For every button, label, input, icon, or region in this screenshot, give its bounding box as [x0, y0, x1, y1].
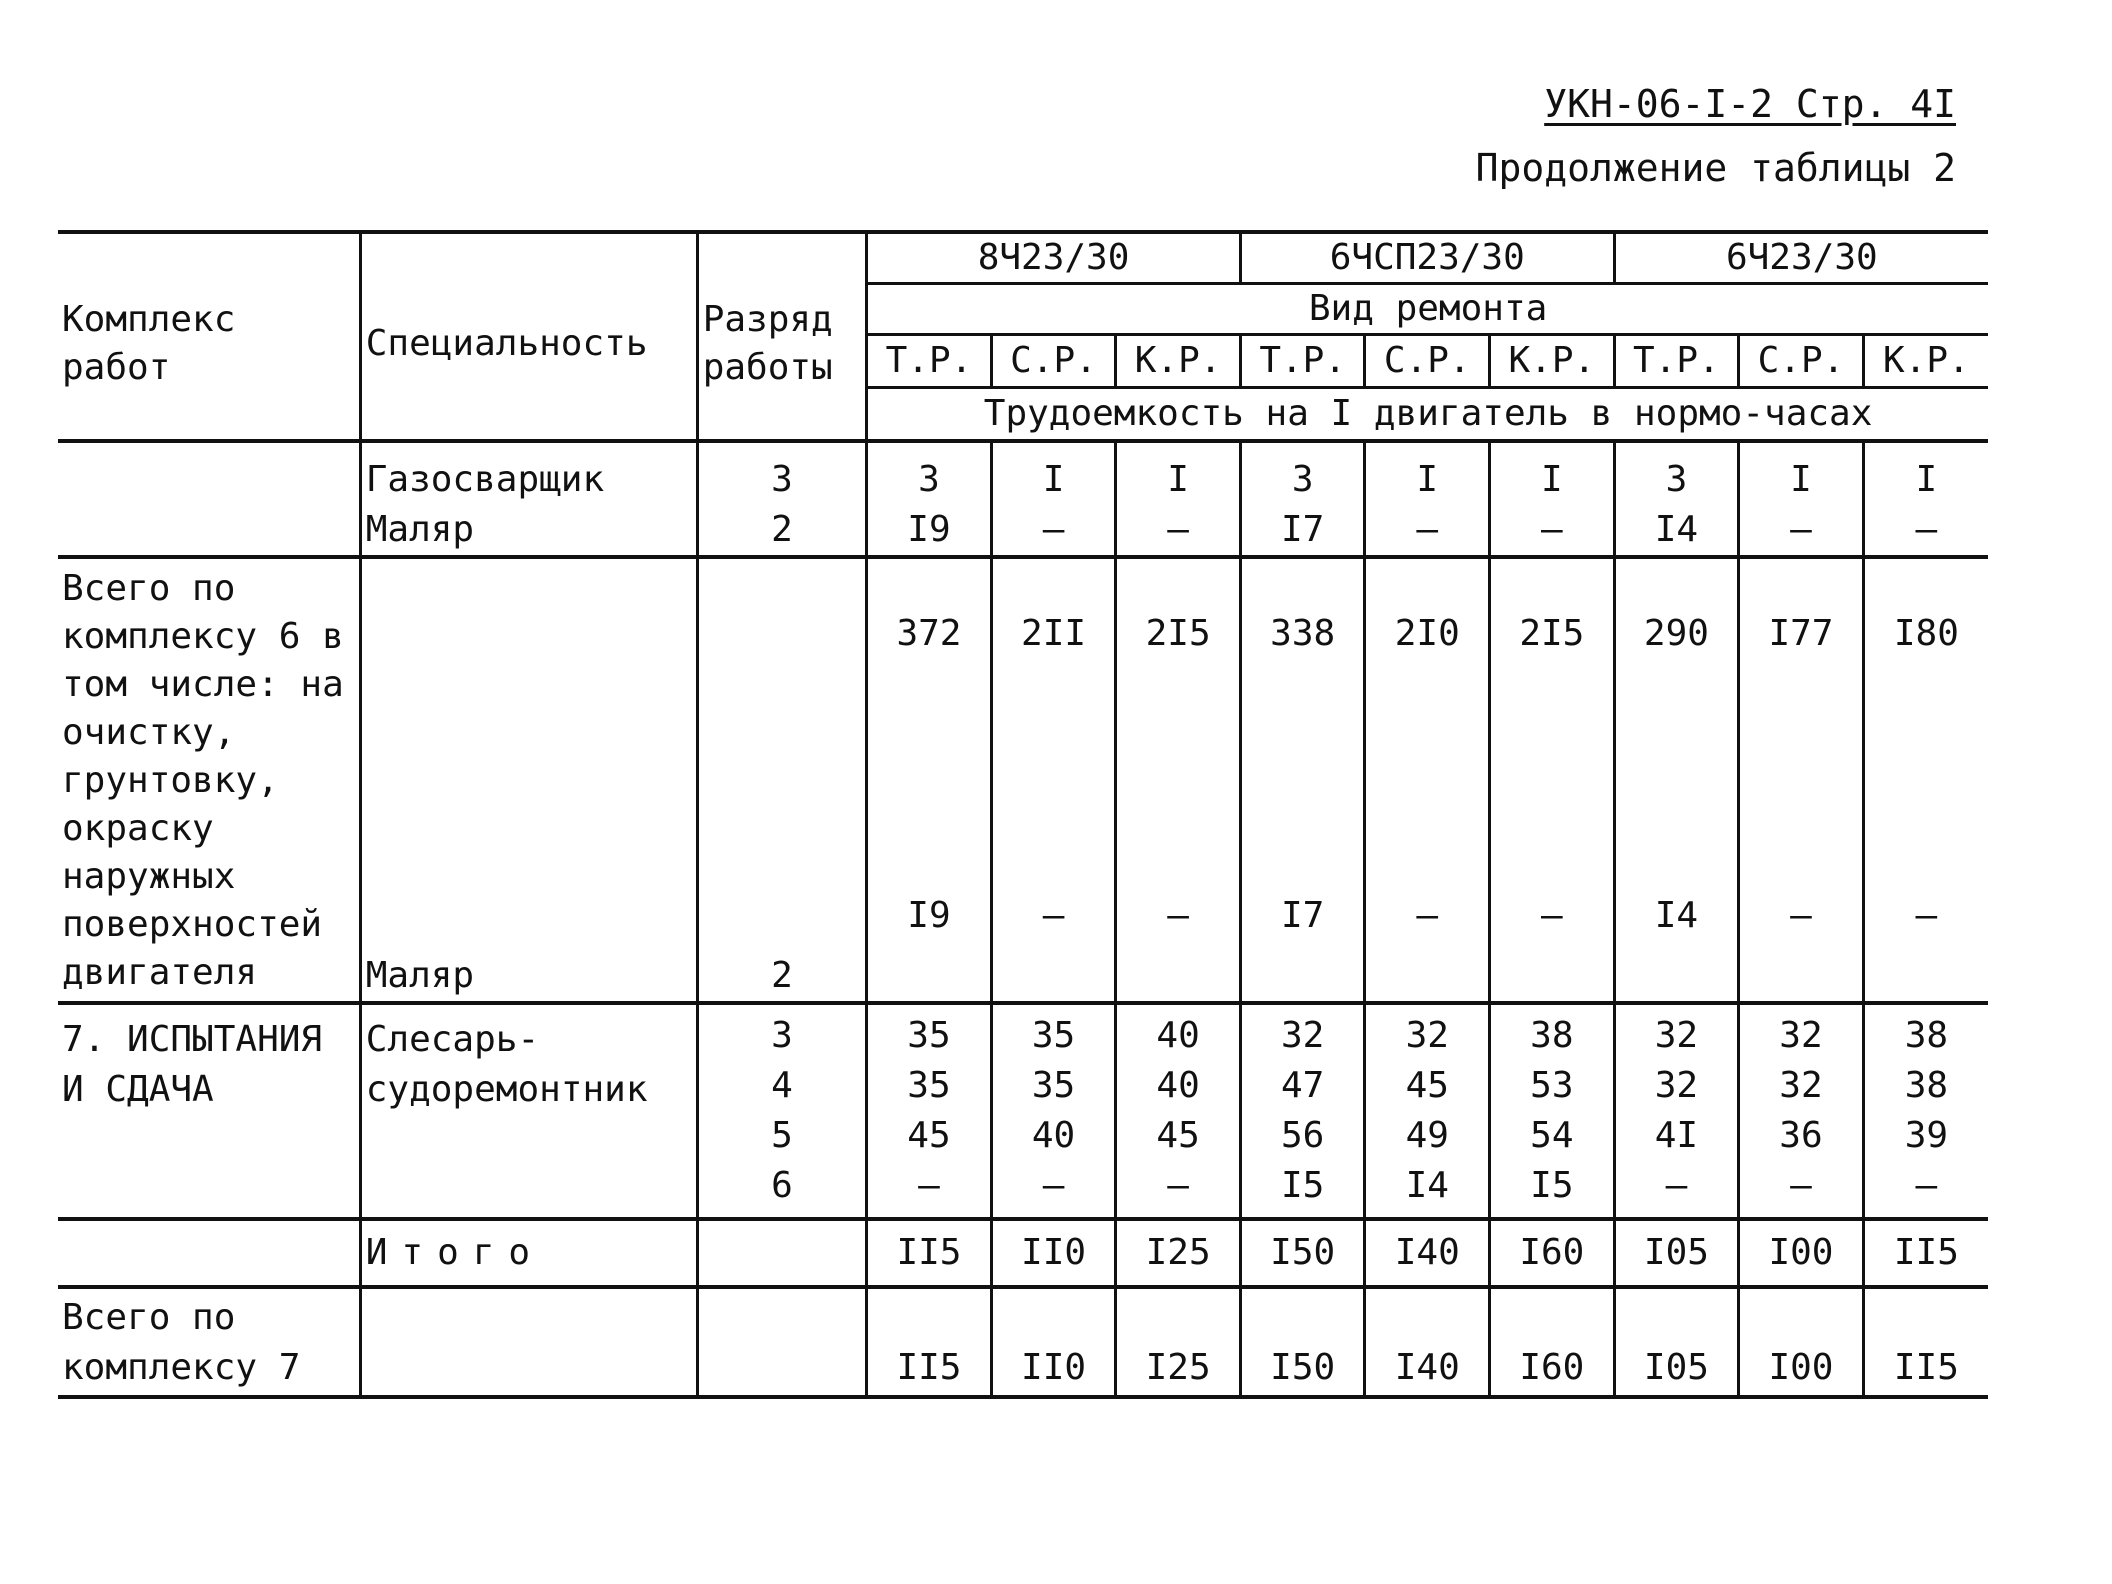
- value-cell: –: [1790, 1165, 1812, 1206]
- value-cell: 53: [1530, 1065, 1574, 1106]
- value-cell: I7: [1240, 505, 1365, 557]
- table-row: [58, 1287, 1988, 1397]
- value-stack: [1863, 557, 1988, 1003]
- value-stack: [867, 1003, 992, 1219]
- units-header: Трудоемкость на I двигатель в нормо-часах: [983, 393, 1873, 434]
- painter-value: –: [1167, 895, 1189, 936]
- value-cell: 32: [1654, 1065, 1699, 1106]
- value-cell: 4I: [1654, 1115, 1699, 1156]
- value-cell: 54: [1530, 1115, 1574, 1156]
- value-cell: II5: [1893, 1232, 1959, 1273]
- grade-cell: 4: [771, 1065, 793, 1106]
- value-cell: 35: [907, 1065, 951, 1106]
- value-cell: I: [1116, 441, 1241, 505]
- value-cell: 35: [907, 1015, 951, 1056]
- value-stack: [991, 1003, 1116, 1219]
- total-value: 2I0: [1394, 613, 1460, 654]
- engine-6ch23-30: 6Ч23/30: [1614, 232, 1988, 284]
- painter-value: –: [1416, 895, 1439, 936]
- value-cell: –: [1915, 1165, 1938, 1206]
- header-complex: Комплекс работ: [58, 232, 360, 441]
- specialty-cell: Маляр: [360, 557, 697, 1003]
- value-cell: II0: [991, 1219, 1116, 1287]
- value-cell: –: [1042, 1165, 1065, 1206]
- document-reference: УКН-06-I-2 Стр. 4I: [1544, 82, 1956, 126]
- value-stack: [1365, 1003, 1490, 1219]
- painter-value: –: [1915, 895, 1938, 936]
- value-cell: I5: [1530, 1165, 1574, 1206]
- grade-cell: 2: [697, 505, 867, 557]
- value-cell: 35: [1031, 1015, 1076, 1056]
- total-value: 372: [896, 613, 962, 654]
- value-cell: 38: [1530, 1015, 1574, 1056]
- value-cell: I: [1739, 441, 1864, 505]
- painter-value: –: [1042, 895, 1065, 936]
- total-value: 2I5: [1519, 613, 1585, 654]
- value-cell: 32: [1654, 1015, 1699, 1056]
- total-complex-7-label: Всего по комплексу 7: [58, 1287, 360, 1397]
- value-cell: 40: [1156, 1065, 1200, 1106]
- value-cell: I50: [1240, 1219, 1365, 1287]
- total-value: 2II: [1021, 613, 1087, 654]
- section-7-label: 7. ИСПЫТАНИЯ И СДАЧА: [58, 1003, 360, 1219]
- value-cell: 45: [1405, 1065, 1449, 1106]
- repair-kind: С.Р.: [1739, 335, 1864, 388]
- value-cell: –: [1665, 1165, 1688, 1206]
- value-cell: I: [1365, 441, 1490, 505]
- value-stack: [1365, 557, 1490, 1003]
- repair-kind: С.Р.: [991, 335, 1116, 388]
- value-stack: [867, 557, 992, 1003]
- value-cell: 45: [1156, 1115, 1200, 1156]
- value-cell: I00: [1739, 1287, 1864, 1397]
- value-cell: I25: [1116, 1287, 1241, 1397]
- value-stack: [1614, 557, 1739, 1003]
- value-cell: I50: [1240, 1287, 1365, 1397]
- value-cell: I60: [1490, 1219, 1615, 1287]
- value-cell: I4: [1405, 1165, 1449, 1206]
- value-cell: 39: [1904, 1115, 1949, 1156]
- total-value: 338: [1270, 613, 1336, 654]
- value-cell: 40: [1156, 1015, 1200, 1056]
- value-cell: 35: [1031, 1065, 1076, 1106]
- specialty-cell: Маляр: [360, 505, 697, 557]
- value-cell: I: [1915, 459, 1938, 500]
- value-stack: [1739, 557, 1864, 1003]
- repair-kind: Т.Р.: [1240, 335, 1365, 388]
- itogo-label: Итого: [360, 1219, 697, 1287]
- value-cell: 49: [1405, 1115, 1449, 1156]
- repair-type-header: Вид ремонта: [867, 284, 1988, 335]
- engine-8ch23-30: 8Ч23/30: [867, 232, 1241, 284]
- labor-table: [58, 230, 1988, 1399]
- table-continuation-caption: Продолжение таблицы 2: [1475, 146, 1956, 190]
- value-cell: 38: [1904, 1015, 1949, 1056]
- painter-value: –: [1540, 895, 1563, 936]
- header-grade: Разряд работы: [697, 232, 867, 441]
- value-stack: [1116, 1003, 1241, 1219]
- value-cell: I: [1490, 441, 1615, 505]
- value-cell: 40: [1031, 1115, 1076, 1156]
- total-value: 2I5: [1145, 613, 1211, 654]
- painter-value: I7: [1281, 895, 1325, 936]
- value-cell: 47: [1281, 1065, 1325, 1106]
- value-cell: 3: [1614, 441, 1739, 505]
- value-stack: [1490, 1003, 1615, 1219]
- value-cell: I00: [1739, 1219, 1864, 1287]
- value-cell: I05: [1614, 1287, 1739, 1397]
- value-cell: 45: [907, 1115, 951, 1156]
- specialty-cell: Газосварщик: [360, 441, 697, 505]
- painter-value: I4: [1654, 895, 1699, 936]
- value-cell: 36: [1779, 1115, 1823, 1156]
- value-stack: [1490, 557, 1615, 1003]
- specialty-cell: Слесарь-судоремонтник: [360, 1003, 697, 1219]
- value-cell: I4: [1614, 505, 1739, 557]
- header-specialty: Специальность: [360, 232, 697, 441]
- value-stack: [991, 557, 1116, 1003]
- value-cell: I5: [1281, 1165, 1325, 1206]
- value-cell: I40: [1365, 1287, 1490, 1397]
- value-cell: –: [1490, 505, 1615, 557]
- value-cell: –: [918, 1165, 940, 1206]
- repair-kind: Т.Р.: [1614, 335, 1739, 388]
- repair-kind: С.Р.: [1365, 335, 1490, 388]
- value-cell: I05: [1614, 1219, 1739, 1287]
- value-cell: 3: [1240, 441, 1365, 505]
- total-complex-6-label: Всего по комплексу 6 в том числе: на очистку, грунтовку, окраску наружных поверхностей двигателя: [58, 557, 360, 1003]
- value-stack: [1739, 1003, 1864, 1219]
- value-cell: 56: [1281, 1115, 1325, 1156]
- value-cell: –: [1365, 505, 1490, 557]
- value-stack: [1240, 557, 1365, 1003]
- engine-6chsp23-30: 6ЧСП23/30: [1240, 232, 1614, 284]
- repair-kind: К.Р.: [1116, 335, 1241, 388]
- value-cell: I40: [1365, 1219, 1490, 1287]
- value-cell: –: [1739, 505, 1864, 557]
- total-value: I80: [1893, 613, 1959, 654]
- value-cell: II5: [867, 1287, 992, 1397]
- total-value: I77: [1768, 613, 1834, 654]
- painter-value: I9: [907, 895, 951, 936]
- value-stack: [1863, 1003, 1988, 1219]
- value-cell: 32: [1281, 1015, 1325, 1056]
- value-cell: I: [991, 441, 1116, 505]
- value-cell: –: [1116, 505, 1241, 557]
- value-cell: I25: [1116, 1219, 1241, 1287]
- table-row: [58, 557, 1988, 1003]
- total-value: 290: [1643, 613, 1709, 654]
- grade-stack: [697, 1003, 867, 1219]
- table-row: [58, 441, 1988, 505]
- value-cell: II0: [991, 1287, 1116, 1397]
- grade-cell: 3: [771, 1015, 793, 1056]
- table-row: [58, 505, 1988, 557]
- value-cell: –: [1915, 509, 1938, 550]
- value-cell: 32: [1779, 1065, 1823, 1106]
- grade-cell: 6: [771, 1165, 793, 1206]
- table-row: [58, 1219, 1988, 1287]
- value-cell: II5: [867, 1219, 992, 1287]
- grade-cell: 2: [697, 557, 867, 1003]
- grade-cell: 5: [771, 1115, 793, 1156]
- repair-kind: К.Р.: [1490, 335, 1615, 388]
- value-cell: –: [991, 505, 1116, 557]
- value-stack: [1614, 1003, 1739, 1219]
- value-cell: I9: [867, 505, 992, 557]
- table-row: [58, 1003, 1988, 1219]
- value-cell: 32: [1405, 1015, 1449, 1056]
- value-cell: 3: [867, 441, 992, 505]
- painter-value: –: [1790, 895, 1812, 936]
- value-stack: [1116, 557, 1241, 1003]
- grade-cell: 3: [697, 441, 867, 505]
- repair-kind: К.Р.: [1863, 335, 1988, 388]
- value-cell: 38: [1904, 1065, 1949, 1106]
- value-cell: –: [1167, 1165, 1189, 1206]
- value-stack: [1240, 1003, 1365, 1219]
- value-cell: II5: [1893, 1347, 1959, 1388]
- value-cell: I60: [1490, 1287, 1615, 1397]
- value-cell: 32: [1779, 1015, 1823, 1056]
- repair-kind: Т.Р.: [867, 335, 992, 388]
